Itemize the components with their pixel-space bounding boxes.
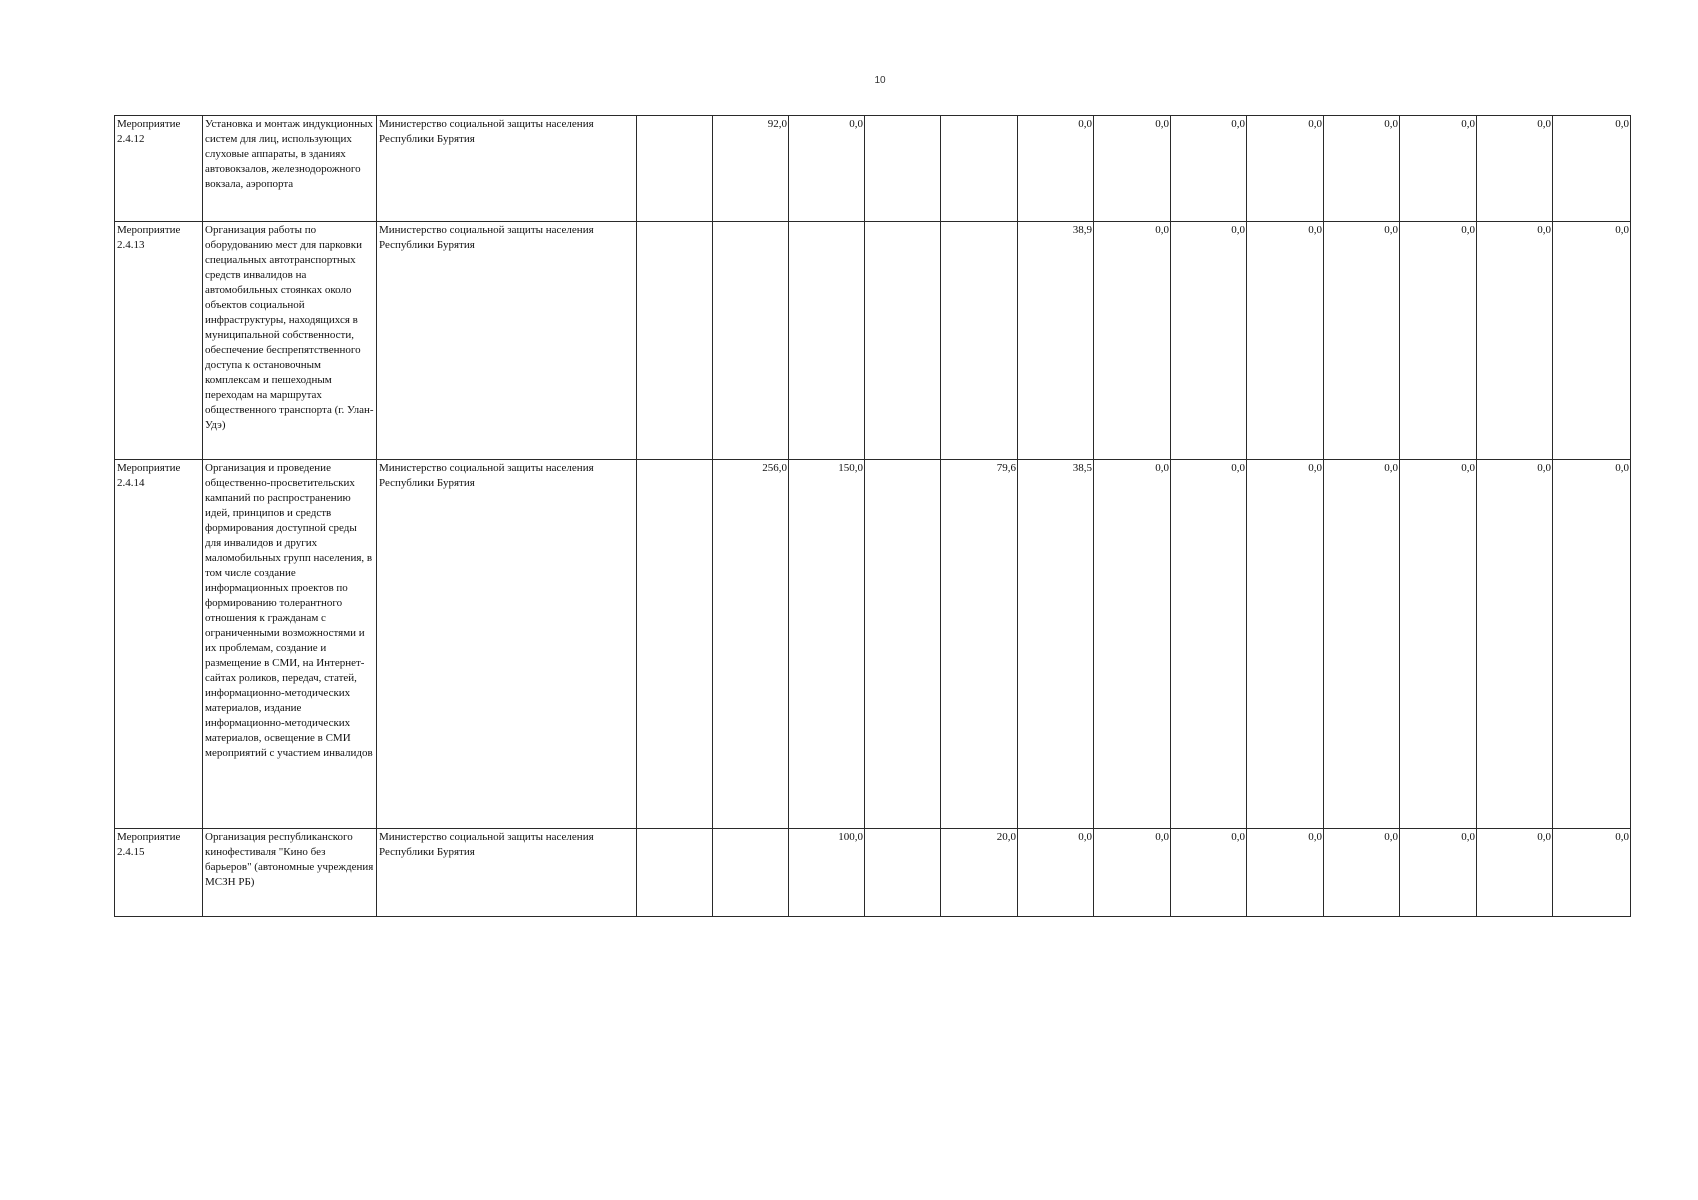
- value-cell: 0,0: [1400, 222, 1477, 460]
- value-cell: [637, 460, 713, 829]
- value-cell: 0,0: [1324, 222, 1400, 460]
- value-cell: 20,0: [941, 829, 1018, 917]
- value-cell: 0,0: [1477, 829, 1553, 917]
- value-cell: 92,0: [713, 116, 789, 222]
- value-cell: 0,0: [1324, 116, 1400, 222]
- measure-code-cell: Мероприятие 2.4.12: [115, 116, 203, 222]
- value-cell: [865, 829, 941, 917]
- value-cell: 0,0: [1171, 829, 1247, 917]
- program-measures-table: [114, 115, 1631, 917]
- value-cell: 0,0: [1477, 222, 1553, 460]
- executor-cell: Министерство социальной защиты населения Республики Бурятия: [377, 829, 637, 917]
- value-cell: 79,6: [941, 460, 1018, 829]
- value-cell: 0,0: [1171, 460, 1247, 829]
- value-cell: 0,0: [789, 116, 865, 222]
- value-cell: [941, 222, 1018, 460]
- value-cell: [941, 116, 1018, 222]
- value-cell: 38,5: [1018, 460, 1094, 829]
- measure-description-cell: Установка и монтаж индукционных систем для лиц, использующих слуховые аппараты, в зданиях автовокзалов, железнодорожного вокзала, аэропорта: [203, 116, 377, 222]
- value-cell: 256,0: [713, 460, 789, 829]
- page-number: 10: [874, 75, 886, 86]
- value-cell: 0,0: [1553, 460, 1631, 829]
- value-cell: 0,0: [1400, 116, 1477, 222]
- value-cell: 0,0: [1171, 116, 1247, 222]
- value-cell: 0,0: [1553, 829, 1631, 917]
- value-cell: 0,0: [1247, 460, 1324, 829]
- value-cell: 0,0: [1553, 116, 1631, 222]
- value-cell: [713, 829, 789, 917]
- measure-code-cell: Мероприятие 2.4.15: [115, 829, 203, 917]
- value-cell: 0,0: [1094, 222, 1171, 460]
- value-cell: 150,0: [789, 460, 865, 829]
- value-cell: 0,0: [1324, 460, 1400, 829]
- value-cell: 0,0: [1477, 460, 1553, 829]
- value-cell: 0,0: [1018, 829, 1094, 917]
- table-body: [115, 116, 1631, 917]
- value-cell: [865, 116, 941, 222]
- table-row: [115, 460, 1631, 829]
- executor-cell: Министерство социальной защиты населения Республики Бурятия: [377, 460, 637, 829]
- table-row: [115, 829, 1631, 917]
- value-cell: [637, 116, 713, 222]
- value-cell: [713, 222, 789, 460]
- executor-cell: Министерство социальной защиты населения Республики Бурятия: [377, 222, 637, 460]
- value-cell: [789, 222, 865, 460]
- value-cell: [637, 829, 713, 917]
- measure-description-cell: Организация работы по оборудованию мест для парковки специальных автотранспортных средств инвалидов на автомобильных стоянках около объектов социальной инфраструктуры, находящихся в муниципальной собственности, обеспечение беспрепятственного доступа к остановочным комплексам и пешеходным переходам на маршрутах общественного транспорта (г. Улан-Удэ): [203, 222, 377, 460]
- value-cell: 0,0: [1400, 460, 1477, 829]
- table-row: [115, 222, 1631, 460]
- value-cell: 0,0: [1094, 460, 1171, 829]
- value-cell: 0,0: [1324, 829, 1400, 917]
- value-cell: 0,0: [1400, 829, 1477, 917]
- value-cell: 0,0: [1018, 116, 1094, 222]
- value-cell: 100,0: [789, 829, 865, 917]
- value-cell: 0,0: [1477, 116, 1553, 222]
- table-row: [115, 116, 1631, 222]
- value-cell: 0,0: [1171, 222, 1247, 460]
- value-cell: [637, 222, 713, 460]
- value-cell: 0,0: [1094, 829, 1171, 917]
- executor-cell: Министерство социальной защиты населения Республики Бурятия: [377, 116, 637, 222]
- value-cell: 0,0: [1247, 222, 1324, 460]
- value-cell: 0,0: [1094, 116, 1171, 222]
- value-cell: [865, 460, 941, 829]
- value-cell: 0,0: [1553, 222, 1631, 460]
- value-cell: 38,9: [1018, 222, 1094, 460]
- value-cell: [865, 222, 941, 460]
- measure-code-cell: Мероприятие 2.4.13: [115, 222, 203, 460]
- value-cell: 0,0: [1247, 116, 1324, 222]
- measure-description-cell: Организация республиканского кинофестиваля "Кино без барьеров" (автономные учреждения МСЗН РБ): [203, 829, 377, 917]
- measure-description-cell: Организация и проведение общественно-просветительских кампаний по распространению идей, принципов и средств формирования доступной среды для инвалидов и других маломобильных групп населения, в том числе создание информационных проектов по формированию толерантного отношения к гражданам с ограниченными возможностями и их проблемам, создание и размещение в СМИ, на Интернет-сайтах роликов, передач, статей, информационно-методических материалов, издание информационно-методических материалов, освещение в СМИ мероприятий с участием инвалидов: [203, 460, 377, 829]
- value-cell: 0,0: [1247, 829, 1324, 917]
- measure-code-cell: Мероприятие 2.4.14: [115, 460, 203, 829]
